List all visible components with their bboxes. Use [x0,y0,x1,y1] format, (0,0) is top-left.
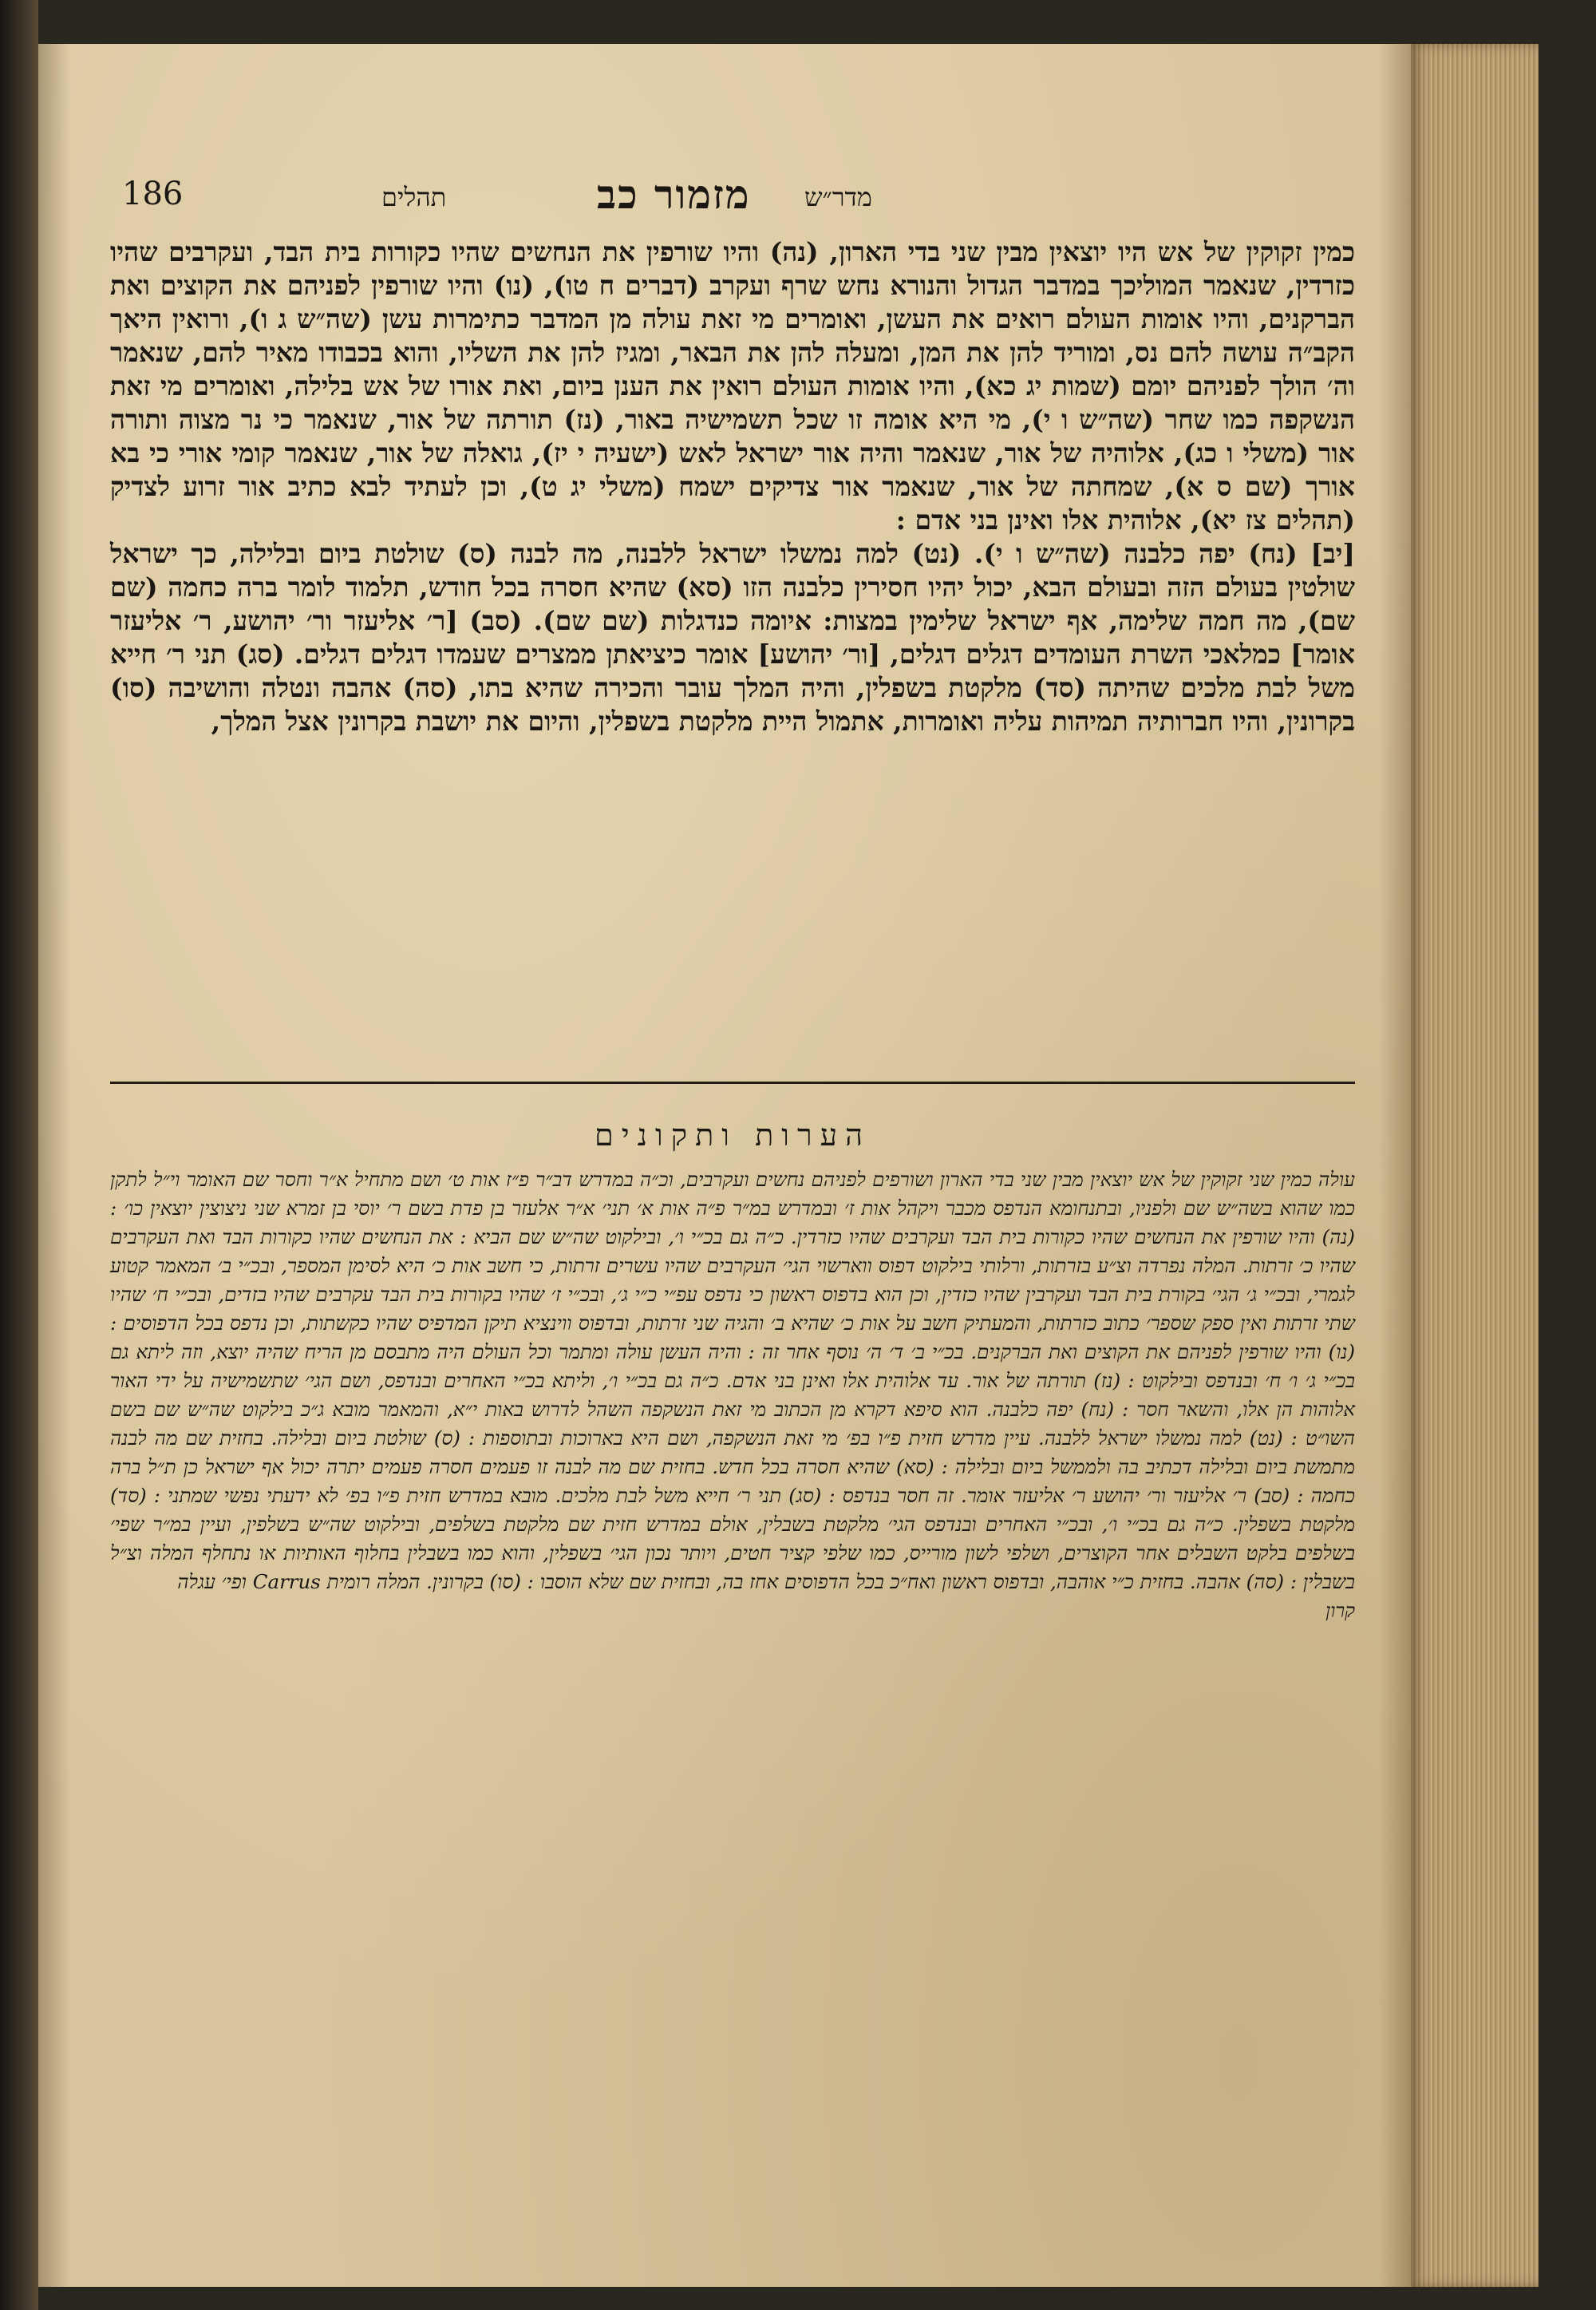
page-number: 186 [122,176,184,212]
text-block [110,44,1355,2287]
notes-title: הערות ותקונים [595,1117,871,1153]
binding-edge [0,0,38,2310]
running-header [110,171,1355,231]
notes-text [110,1165,1355,1625]
main-paragraph-1: כמין זקוקין של אש היו יוצאין מבין שני בדי הארון, (נה) והיו שורפין את הנחשים שהיו כקורות בית הבד, ועקרבים שהיו כזרדין, שנאמר המוליכך במדבר הגדול והנורא נחש שרף ועקרב (דברים ח טו), (נו) והיו שורפין לפניהם את הקוצים ואת הברקנים, והיו אומות העולם רואים את העשן, ואומרים מי זאת עולה מן המדבר כתימרות עשן (שה״ש ג ו), ורואין היאך הקב״ה עושה להם נס, ומוריד להן את המן, ומעלה להן את הבאר, ומגיז להן את השליו, והוא בכבודו מאיר להם, שנאמר וה׳ הולך לפניהם יומם (שמות יג כא), והיו אומות העולם רואין את הענן ביום, ואת אורו של אש בלילה, ואומרים מי זאת הנשקפה כמו שחר (שה״ש ו י), מי היא אומה זו שכל תשמישיה באור, (נז) תורתה של אור, שנאמר כי נר מצוה ותורה אור (משלי ו כג), אלוהיה של אור, שנאמר והיה אור ישראל לאש (ישעיה י יז), גואלה של אור, שנאמר קומי אורי כי בא אורך (שם ס א), שמחתה של אור, שנאמר אור צדיקים ישמח (משלי יג ט), וכן לעתיד לבא כתיב אור זרוע לצדיק (תהלים צז יא), אלוהית אלו ואינן בני אדם : [110,236,1355,536]
book-page [38,44,1539,2287]
header-title: מזמור כב [597,171,751,218]
main-paragraph-2: [יב] (נח) יפה כלבנה (שה״ש ו י). (נט) למה נמשלו ישראל ללבנה, מה לבנה (ס) שולטת ביום ובלילה, כך ישראל שולטין בעולם הזה ובעולם הבא, יכול יהיו חסירין כלבנה הזו (סא) שהיא חסרה בכל חודש, תלמוד לומר ברה כחמה (שם שם), מה חמה שלימה, אף ישראל שלימין במצות: איומה כנדגלות (שם שם). (סב) [ר׳ אליעזר ור׳ יהושע, ר׳ אליעזר אומר] כמלאכי השרת העומדים דגלים דגלים, [ור׳ יהושע] אומר כיציאתן ממצרים שעמדו דגלים דגלים. (סג) תני ר׳ חייא משל לבת מלכים שהיתה (סד) מלקטת בשפלין, והיה המלך עובר והכירה שהיא בתו, (סה) אהבה ונטלה והושיבה (סו) בקרונין, והיו חברותיה תמיהות עליה ואומרות, אתמול היית מלקטת בשפלין, והיום את יושבת בקרונין אצל המלך, [110,538,1355,737]
notes-last-word: קרון [1325,1600,1355,1622]
page-fold-shadow [38,44,70,2287]
header-book: תהלים [381,182,447,212]
page-fore-edge [1411,44,1539,2287]
notes-body: עולה כמין שני זקוקין של אש יוצאין מבין שני בדי הארון ושורפים לפניהם נחשים ועקרבים, וכ״ה במדרש דב״ר פ״ז אות ט׳ ושם מתחיל א״ר וחסר שם האומר וי״ל לתקן כמו שהוא בשה״ש שם ולפניו, ובתנחומא הנדפס מכבר ויקהל אות ז׳ ובמדרש במ״ר פ״ה אות א׳ תני׳ א״ר אלעזר בן פדת בשם ר׳ יוסי בן זמרא שני ניצוצין יוצאין כו׳ : (נה) והיו שורפין את הנחשים שהיו כקורות בית הבד ועקרבים שהיו כזרדין. כ״ה גם בכ״י ו׳, ובילקוט שה״ש שם הביא : את הנחשים שהיו כקורות הבד ואת העקרבים שהיו כ׳ זרתות. המלה נפרדה וצ״ע בזרתות, ורלותי בילקוט דפוס ווארשוי הגי׳ העקרבים שהיו עשרים זרתות, כי חשב אות כ׳ היא לסימן המספר, ובכ״י ב׳ המאמר קטוע לגמרי, ובכ״י ג׳ הגי׳ בקורת בית הבד ועקרבין שהיו כזדין, וכן הוא בדפוס ראשון כי נדפס עפ״י כ״י ג׳, ובכ״י ז׳ שהיו בקורות בית הבד עקרבים שהיו בזדים, ובכ״י ח׳ שהיו שתי זרתות ואין ספק שספר׳ כתוב כזרתות, והמעתיק חשב על אות כ׳ שהיא ב׳ והגיה שני זרתות, ובדפוס ווינציא תיקן המדפיס שהיו כקשתות, וכן נדפס בכל הדפוסים : (נו) והיו שורפין לפניהם את הקוצים ואת הברקנים. בכ״י ב׳ ד׳ ה׳ נוסף אחר זה : והיה העשן עולה ומתמר וכל העולם היה מתבסם מן הריח שהיה יוצא, וזה ליתא גם בכ״י ג׳ ו׳ ח׳ ובנדפס ובילקוט : (נז) תורתה של אור. עד אלוהית אלו ואינן בני אדם. כ״ה גם בכ״י ו׳, וליתא בכ״י האחרים ובנדפס, ושם הגי׳ שתשמישיה על ידי האור אלוהות הן אלו, והשאר חסר : (נח) יפה כלבנה. הוא סיפא דקרא מן הכתוב מי זאת הנשקפה השהל לדרוש באות י״א, והמאמר מובא ג״כ בילקוט שה״ש שם בשם השו״ט : (נט) למה נמשלו ישראל ללבנה. עיין מדרש חזית פ״ו בפ׳ מי זאת הנשקפה, ושם היא בארוכות ובתוספות : (ס) שולטת ביום ובלילה. בחזית שם מה לבנה מתמשת ביום ובלילה דכתיב בה ולממשל ביום ובלילה : (סא) שהיא חסרה בכל חדש. בחזית שם מה לבנה זו פעמים חסרה פעמים יתרה יכול אף ישראל כן ת״ל ברה כחמה : (סב) ר׳ אליעזר ור׳ יהושע ר׳ אליעזר אומר. זה חסר בנדפס : (סג) תני ר׳ חייא משל לבת מלכים. מובא במדרש חזית פ״ו בפ׳ לא ידעתי נפשי שמתני : (סד) מלקטת בשפלין. כ״ה גם בכ״י ו׳, ובכ״י האחרים ובנדפס הגי׳ מלקטת בשבלין, אולם במדרש חזית שם מלקטת בשלפים, ובילקוט שה״ש בשלפין, ועיין במ״ר שפי׳ בשלפים בלקט השבלים אחר הקוצרים, ושלפי לשון מורייס, כמו שלפי קציר חטים, ויותר נכון הגי׳ בשפלין, והוא כמו בשבלין בחלוף האותיות או נתחלף המלה וצ״ל בשבלין : (סה) אהבה. בחזית כ״י אוהבה, ובדפוס ראשון ואח״כ בכל הדפוסים אחז בה, ובחזית שם שלא הוסבו : (סו) בקרונין. המלה רומית Carrus ופי׳ עגלה [110,1168,1355,1593]
gutter-shadow [1379,44,1411,2287]
section-divider [110,1082,1355,1084]
header-source: מדר״ש [804,182,872,212]
main-text [110,235,1355,738]
